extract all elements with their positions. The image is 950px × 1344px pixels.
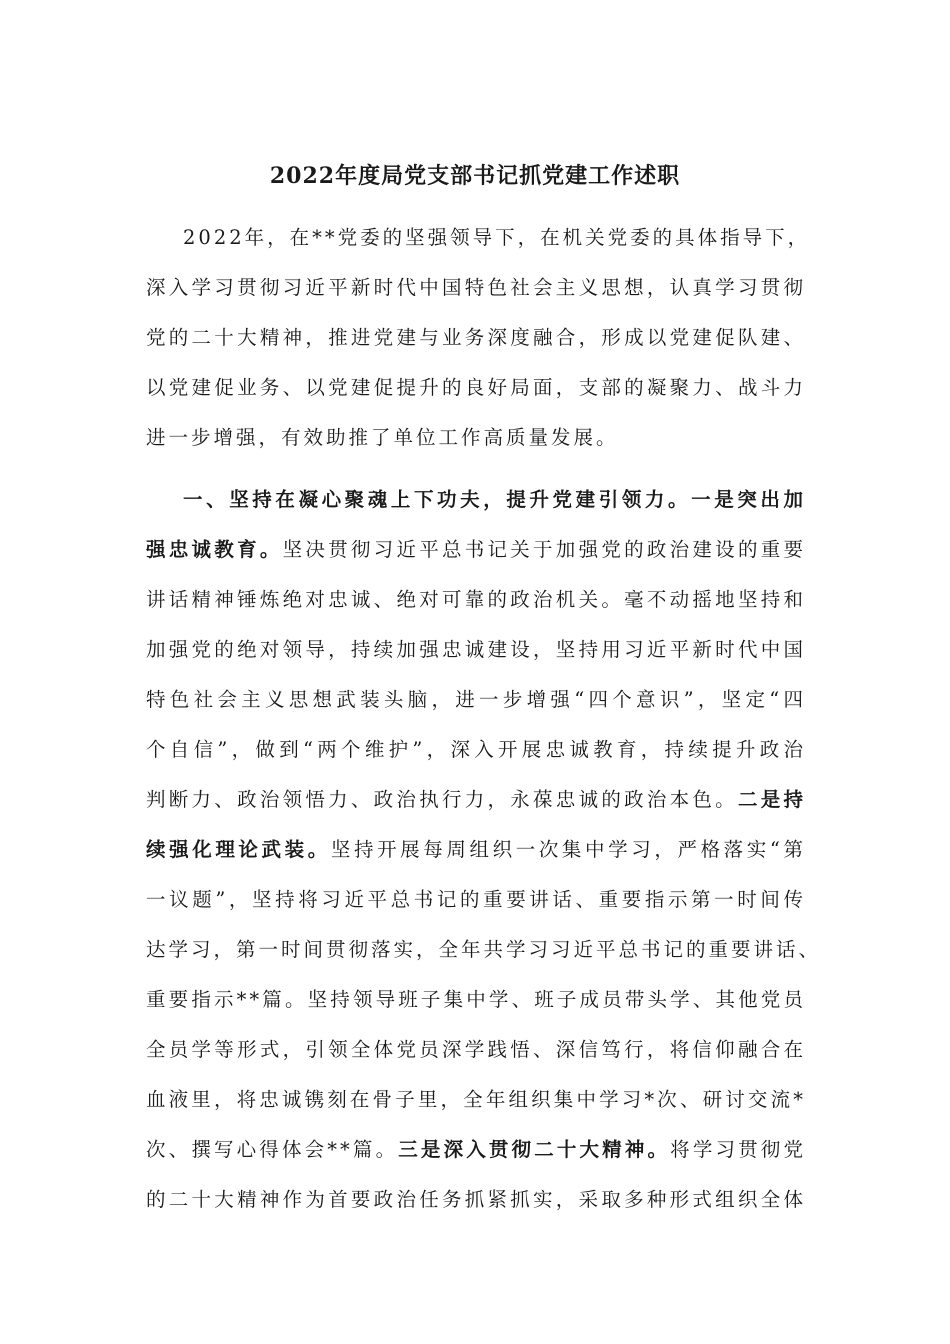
body-text: 次、撰写心得体会**篇。 <box>146 1138 399 1161</box>
body-text: 坚决贯彻习近平总书记关于加强党的政治建设的重要 <box>282 538 806 561</box>
body-line: 达学习，第一时间贯彻落实，全年共学习习近平总书记的重要讲话、 <box>146 938 822 961</box>
body-text: 坚持开展每周组织一次集中学习，严格落实“第 <box>330 838 806 861</box>
intro-line: 以党建促业务、以党建促提升的良好局面，支部的凝聚力、战斗力 <box>146 376 806 399</box>
body-line: 加强党的绝对领导，持续加强忠诚建设，坚持用习近平新时代中国 <box>146 638 806 661</box>
body-text: 将学习贯彻党 <box>670 1138 806 1161</box>
body-line: 一议题”，坚持将习近平总书记的重要讲话、重要指示第一时间传 <box>146 888 806 911</box>
subheading-text: 续强化理论武装。 <box>146 838 331 861</box>
body-line <box>146 534 806 566</box>
body-line: 全员学等形式，引领全体党员深学践悟、深信笃行，将信仰融合在 <box>146 1038 806 1061</box>
subheading-text: 二是持 <box>737 788 806 811</box>
body-line: 的二十大精神作为首要政治任务抓紧抓实，采取多种形式组织全体 <box>146 1188 806 1211</box>
body-line <box>146 784 806 816</box>
subheading-text: 三是深入贯彻二十大精神。 <box>398 1138 671 1161</box>
intro-line: 深入学习贯彻习近平新时代中国特色社会主义思想，认真学习贯彻 <box>146 276 806 299</box>
intro-line: 进一步增强，有效助推了单位工作高质量发展。 <box>146 426 619 449</box>
body-line: 个自信”，做到“两个维护”，深入开展忠诚教育，持续提升政治 <box>146 738 806 761</box>
body-line: 特色社会主义思想武装头脑，进一步增强“四个意识”，坚定“四 <box>146 688 806 711</box>
body-line <box>146 1134 806 1166</box>
body-line: 重要指示**篇。坚持领导班子集中学、班子成员带头学、其他党员 <box>146 988 806 1011</box>
body-line <box>146 834 806 866</box>
body-line: 血液里，将忠诚镌刻在骨子里，全年组织集中学习*次、研讨交流* <box>146 1088 806 1111</box>
document-title: 2022年度局党支部书记抓党建工作述职 <box>269 163 681 189</box>
intro-line: 党的二十大精神，推进党建与业务深度融合，形成以党建促队建、 <box>146 326 806 349</box>
body-line: 讲话精神锤炼绝对忠诚、绝对可靠的政治机关。毫不动摇地坚持和 <box>146 588 806 611</box>
body-text: 判断力、政治领悟力、政治执行力，永葆忠诚的政治本色。 <box>146 788 738 811</box>
intro-line: 2022年，在**党委的坚强领导下，在机关党委的具体指导下， <box>183 226 811 249</box>
subheading-text: 强忠诚教育。 <box>146 538 283 561</box>
section-heading-line: 一、坚持在凝心聚魂上下功夫，提升党建引领力。一是突出加 <box>183 488 806 511</box>
